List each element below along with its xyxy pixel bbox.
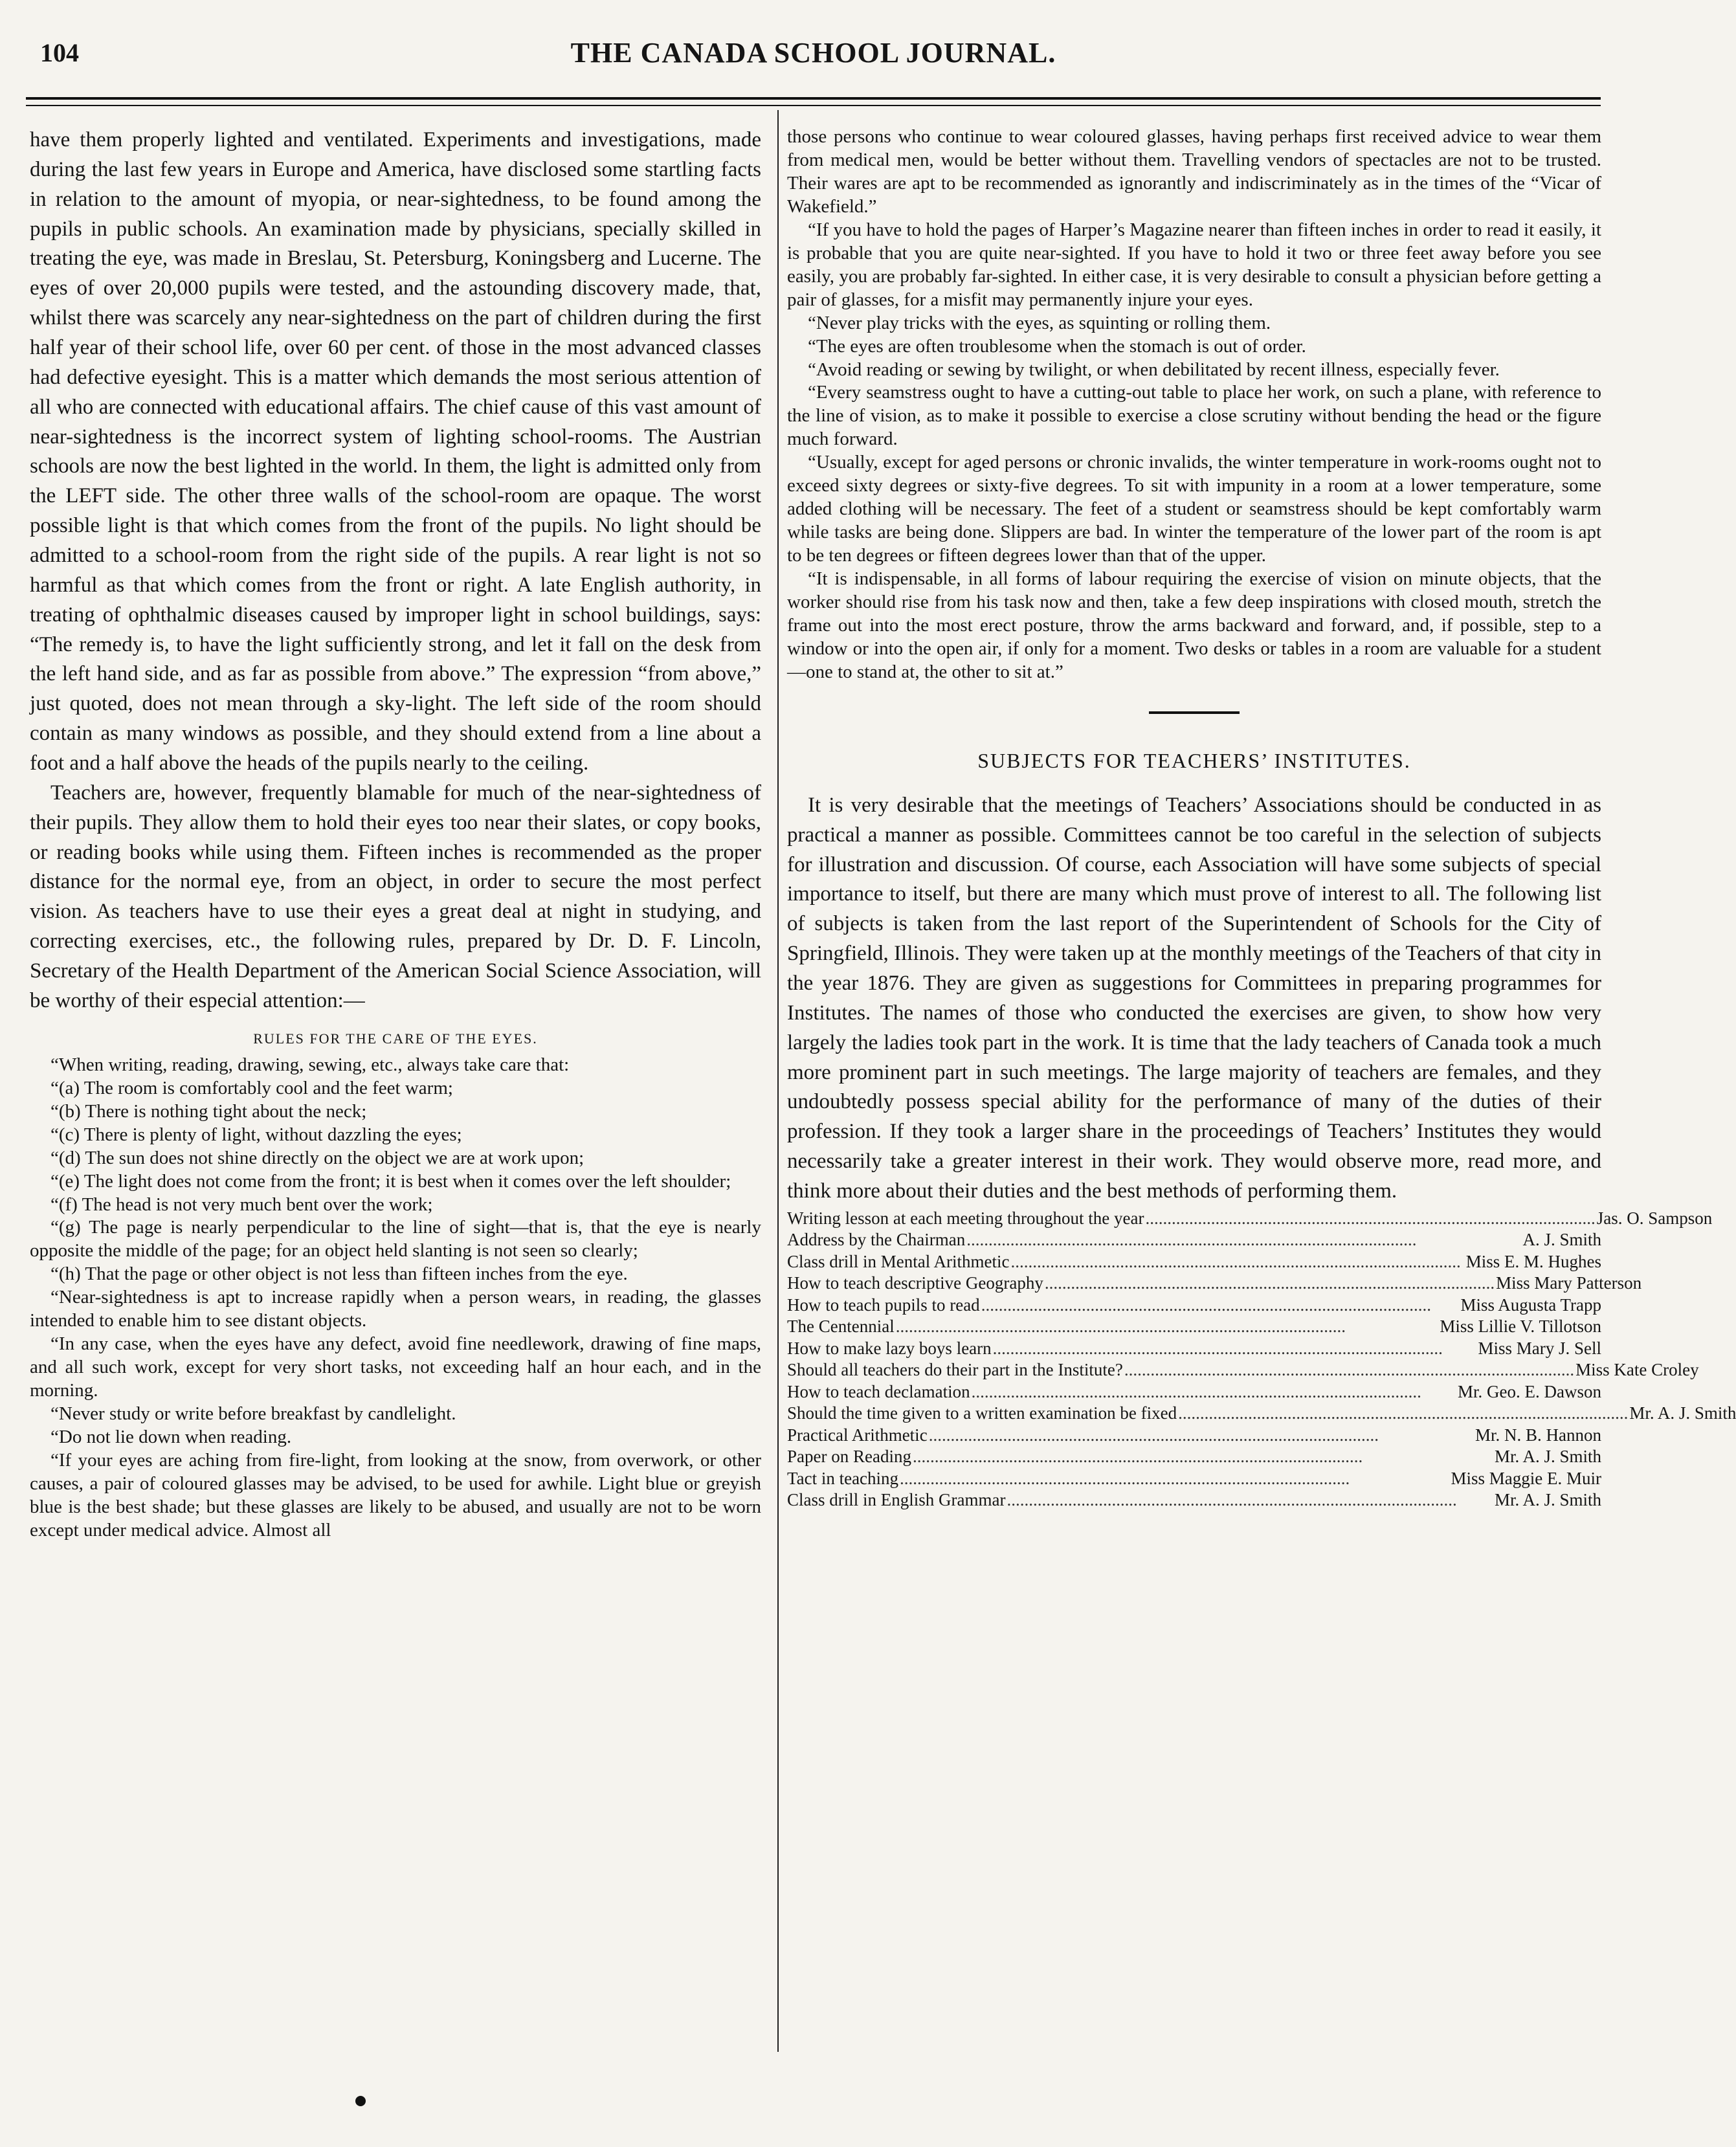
paragraph: have them properly lighted and ventilated. Experiments and investigations, made during the last few years in Europe and America, have disclosed some startling facts in relation to the amount of myopia, or near-sightedness, to be found among the pupils in public schools. An examination made by physicians, specially skilled in treating the eye, was made in Breslau, St. Petersburg, Koningsberg and Lucerne. The eyes of over 20,000 pupils were tested, and the astounding discovery made, that, whilst there was scarcely any near-sightedness on the part of children during the first half year of their school life, over 60 per cent. of those in the most advanced classes had defective eyesight. This is a matter which demands the most serious attention of all who are connected with educational affairs. The chief cause of this vast amount of near-sightedness is the incorrect system of lighting school-rooms. The Austrian schools are now the best lighted in the world. In them, the light is admitted only from the LEFT side. The other three walls of the school-room are opaque. The worst possible light is that which comes from the front of the pupils. No light should be admitted to a school-room from the right side of the pupils. A rear light is not so harmful as that which comes from the front or right. A late English authority, in treating of ophthalmic diseases caused by improper light in school buildings, says: “The remedy is, to have the light sufficiently strong, and let it fall on the desk from the left hand side, and as far as possible from above.” The expression “from above,” just quoted, does not mean through a sky-light. The left side of the room should contain as many windows as possible, and they should extend from a line about a foot and a half above the heads of the pupils nearly to the ceiling. bbox=[30, 128, 761, 775]
subject-leader: Jas. O. Sampson bbox=[1596, 1208, 1713, 1228]
rule-item: “(e) The light does not come from the front; it is best when it comes over the left shoulder; bbox=[50, 1170, 731, 1192]
list-item bbox=[787, 1251, 1601, 1273]
dot-leader: ....................................................................................................... bbox=[1010, 1251, 1461, 1271]
subject-topic: The Centennial bbox=[787, 1317, 895, 1337]
dot-leader: ....................................................................................................... bbox=[895, 1317, 1346, 1337]
right-column bbox=[787, 126, 1736, 2061]
subject-leader: Miss Mary J. Sell bbox=[1478, 1338, 1601, 1358]
column-divider bbox=[777, 110, 779, 2052]
subject-leader: Miss Mary Patterson bbox=[1496, 1273, 1642, 1293]
dot-leader: ....................................................................................................... bbox=[1178, 1403, 1629, 1423]
subjects-list bbox=[787, 1208, 1736, 1511]
paragraph: “Every seamstress ought to have a cutting-out table to place her work, on such a plane, with reference to the line of vision, as to make it possible to exercise a close scrutiny without bending the head or the figure much forward. bbox=[787, 382, 1601, 450]
paragraph: “If you have to hold the pages of Harper’s Magazine nearer than fifteen inches in order to read it easily, it is probable that you are quite near-sighted. If you have to hold it two or three feet away before you see easily, you are probably far-sighted. In either case, it is very desirable to consult a physician before getting a pair of glasses, for a misfit may permanently injure your eyes. bbox=[787, 219, 1601, 310]
section-title: SUBJECTS FOR TEACHERS’ INSTITUTES. bbox=[977, 748, 1411, 772]
subject-topic: Address by the Chairman bbox=[787, 1230, 966, 1250]
subject-leader: A. J. Smith bbox=[1522, 1230, 1601, 1250]
rule-item: “Do not lie down when reading. bbox=[50, 1427, 292, 1448]
paragraph: “The eyes are often troublesome when the stomach is out of order. bbox=[808, 335, 1306, 357]
rule-item: “In any case, when the eyes have any defect, avoid fine needlework, drawing of fine maps, and all such work, except for very short tasks, not exceeding half an hour each, and in the morning. bbox=[30, 1333, 761, 1401]
dot-leader: ....................................................................................................... bbox=[981, 1295, 1431, 1315]
subject-leader: Mr. A. J. Smith bbox=[1494, 1490, 1601, 1509]
list-item bbox=[787, 1229, 1601, 1251]
subject-topic: Tact in teaching bbox=[787, 1468, 899, 1488]
paragraph: “It is indispensable, in all forms of labour requiring the exercise of vision on minute objects, that the worker should rise from his task now and then, take a few deep inspirations with closed mouth, stretch the frame out into the most erect posture, throw the arms backward and forward, and, if possible, step to a window or into the open air, if only for a moment. Two desks or tables in a room are valuable for a student—one to stand at, the other to sit at.” bbox=[787, 568, 1601, 682]
subject-topic: Class drill in English Grammar bbox=[787, 1490, 1006, 1509]
subject-leader: Miss Kate Croley bbox=[1575, 1360, 1699, 1380]
paragraph: Teachers are, however, frequently blamable for much of the near-sightedness of their pupils. They allow them to hold their eyes too near their slates, or copy books, or reading books while using them. Fifteen inches is recommended as the proper distance for the normal eye, from an object, in order to secure the most perfect vision. As teachers have to use their eyes a great deal at night in studying, and correcting exercises, etc., the following rules, prepared by Dr. D. F. Lincoln, Secretary of the Health Department of the American Social Science Association, will be worthy of their especial attention:— bbox=[30, 781, 761, 1012]
page-number: 104 bbox=[40, 38, 79, 67]
rule-item: “(a) The room is comfortably cool and the feet warm; bbox=[50, 1077, 453, 1098]
section-paragraph: It is very desirable that the meetings of Teachers’ Associations should be conducted in as practical a manner as possible. Committees cannot be too careful in the selection of subjects for illustration and discussion. Of course, each Association will have some subjects of special importance to itself, but there are many which must prove of interest to all. The following list of subjects is taken from the last report of the Superintendent of Schools for the City of Springfield, Illinois. They were taken up at the monthly meetings of the Teachers of that city in the year 1876. They are given as suggestions for Committees in preparing programmes for Institutes. The names of those who conducted the exercises are given, to show how very largely the ladies took part in the work. It is time that the lady teachers of Canada took a much more prominent part in such meetings. The large majority of teachers are females, and they undoubtedly possess special ability for the performance of many of the duties of their profession. If they took a larger share in the proceedings of Teachers’ Institutes they would necessarily take a greater interest in their work. They would observe more, read more, and think more about their duties and the best methods of performing them. bbox=[787, 793, 1601, 1203]
subject-leader: Mr. Geo. E. Dawson bbox=[1458, 1381, 1601, 1401]
paragraph: “Avoid reading or sewing by twilight, or when debilitated by recent illness, especially fever. bbox=[808, 359, 1500, 380]
paragraph: “Never play tricks with the eyes, as squinting or rolling them. bbox=[808, 312, 1271, 333]
journal-title: THE CANADA SCHOOL JOURNAL. bbox=[570, 37, 1056, 69]
ink-dot bbox=[355, 2096, 366, 2106]
rule-item: “(h) That the page or other object is not less than fifteen inches from the eye. bbox=[50, 1263, 628, 1285]
rule-item: “When writing, reading, drawing, sewing, etc., always take care that: bbox=[50, 1054, 570, 1075]
subject-leader: Miss Maggie E. Muir bbox=[1451, 1468, 1601, 1488]
rule-item: “(c) There is plenty of light, without dazzling the eyes; bbox=[50, 1124, 462, 1145]
dot-leader: ....................................................................................................... bbox=[1007, 1490, 1457, 1509]
subject-leader: Mr. A. J. Smith bbox=[1494, 1447, 1601, 1467]
subject-leader: Miss E. M. Hughes bbox=[1465, 1251, 1601, 1271]
list-item bbox=[787, 1338, 1601, 1359]
list-item bbox=[787, 1425, 1601, 1446]
dot-leader: ....................................................................................................... bbox=[900, 1468, 1350, 1488]
subject-topic: How to make lazy boys learn bbox=[787, 1338, 992, 1358]
header-rule-thin bbox=[26, 105, 1601, 106]
list-item bbox=[787, 1489, 1601, 1511]
subject-topic: Practical Arithmetic bbox=[787, 1425, 928, 1445]
dot-leader: ....................................................................................................... bbox=[1145, 1208, 1596, 1228]
subject-topic: How to teach pupils to read bbox=[787, 1295, 980, 1315]
rule-item: “(g) The page is nearly perpendicular to the line of sight—that is, that the eye is nearly opposite the middle of the page; for an object held slanting is not seen so clearly; bbox=[30, 1217, 761, 1262]
dot-leader: ....................................................................................................... bbox=[966, 1230, 1417, 1250]
subject-topic: Writing lesson at each meeting throughout the year bbox=[787, 1208, 1144, 1228]
subject-topic: How to teach declamation bbox=[787, 1381, 970, 1401]
subject-leader: Miss Augusta Trapp bbox=[1460, 1295, 1601, 1315]
rule-item: “(d) The sun does not shine directly on the object we are at work upon; bbox=[50, 1147, 584, 1168]
subject-topic: How to teach descriptive Geography bbox=[787, 1273, 1043, 1293]
paragraph: those persons who continue to wear coloured glasses, having perhaps first received advice to wear them from medical men, would be better without them. Travelling vendors of spectacles are not to be trusted. Their wares are apt to be recommended as ignorantly and indiscriminately as in the times of the “Vicar of Wakefield.” bbox=[787, 126, 1601, 217]
subject-topic: Paper on Reading bbox=[787, 1447, 911, 1467]
dot-leader: ....................................................................................................... bbox=[971, 1381, 1421, 1401]
rules-heading: RULES FOR THE CARE OF THE EYES. bbox=[253, 1030, 538, 1047]
rule-item: “Near-sightedness is apt to increase rapidly when a person wears, in reading, the glasses intended to enable him to see distant objects. bbox=[30, 1287, 761, 1331]
subject-topic: Should all teachers do their part in the Institute? bbox=[787, 1360, 1123, 1380]
list-item bbox=[787, 1446, 1601, 1467]
rule-item: “If your eyes are aching from fire-light, from looking at the snow, from overwork, or other causes, a pair of coloured glasses may be advised, to be used for awhile. Light blue or greyish blue is the best shade; but these glasses are likely to be abused, and usually are not to be worn except under medical advice. Almost all bbox=[30, 1449, 761, 1541]
paragraph: “Usually, except for aged persons or chronic invalids, the winter temperature in work-rooms ought not to exceed sixty degrees or sixty-five degrees. To sit with impunity in a room at a lower temperature, some added clothing will be necessary. The feet of a student or seamstress should be kept comfortably warm while tasks are being done. Slippers are bad. In winter the temperature of the lower part of the room is apt to be ten degrees or fifteen degrees lower than that of the upper. bbox=[787, 452, 1601, 566]
list-item bbox=[787, 1359, 1699, 1381]
dot-leader: ....................................................................................................... bbox=[992, 1338, 1443, 1358]
dot-leader: ....................................................................................................... bbox=[928, 1425, 1379, 1445]
rule-item: “(b) There is nothing tight about the neck; bbox=[50, 1100, 367, 1122]
list-item bbox=[787, 1403, 1736, 1424]
section-rule bbox=[1149, 711, 1240, 714]
list-item bbox=[787, 1208, 1713, 1229]
dot-leader: ....................................................................................................... bbox=[1044, 1273, 1495, 1293]
list-item bbox=[787, 1273, 1642, 1294]
list-item bbox=[787, 1295, 1601, 1316]
dot-leader: ....................................................................................................... bbox=[912, 1447, 1363, 1467]
list-item bbox=[787, 1468, 1601, 1489]
subject-topic: Class drill in Mental Arithmetic bbox=[787, 1251, 1010, 1271]
left-column bbox=[30, 126, 761, 2067]
rule-item: “Never study or write before breakfast by candlelight. bbox=[50, 1403, 456, 1425]
subject-leader: Mr. A. J. Smith bbox=[1629, 1403, 1736, 1423]
subject-leader: Mr. N. B. Hannon bbox=[1475, 1425, 1601, 1445]
subject-leader: Miss Lillie V. Tillotson bbox=[1440, 1317, 1601, 1337]
dot-leader: ....................................................................................................... bbox=[1124, 1360, 1575, 1380]
list-item bbox=[787, 1381, 1601, 1403]
rule-item: “(f) The head is not very much bent over the work; bbox=[50, 1194, 433, 1215]
list-item bbox=[787, 1316, 1601, 1337]
subject-topic: Should the time given to a written examination be fixed bbox=[787, 1403, 1177, 1423]
header-rule-thick bbox=[26, 97, 1601, 100]
